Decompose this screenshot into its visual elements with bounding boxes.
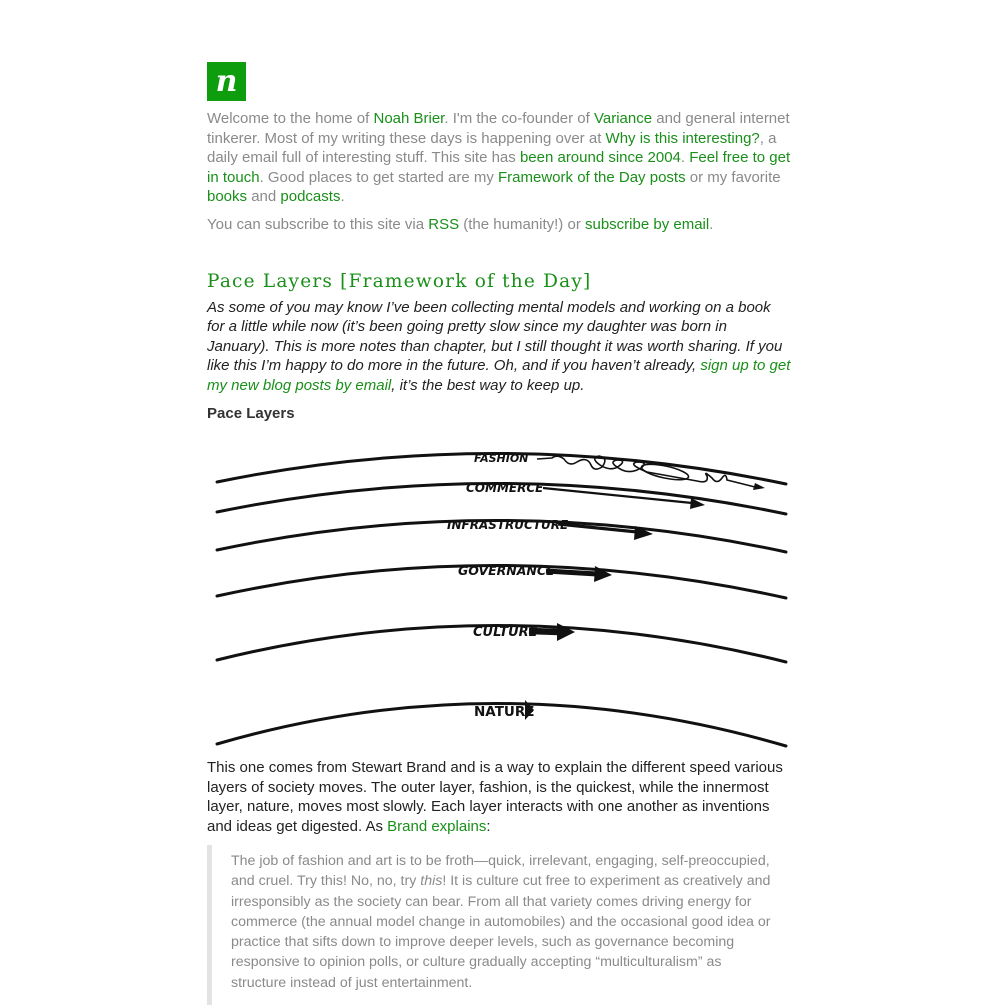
intro-text: . — [680, 149, 690, 167]
intro-text: or my favorite — [685, 168, 781, 186]
lede-text: , it’s the best way to keep up. — [391, 376, 585, 394]
fashion-label: FASHION — [474, 452, 529, 465]
intro-text: and general internet tinkerer. Most of my writing these days is happening over at — [207, 110, 790, 147]
since-2004-link[interactable]: been around since 2004 — [519, 149, 681, 167]
brand-quote — [207, 845, 772, 1005]
pace-layers-svg — [207, 432, 792, 750]
quote-text: The job of fashion and art is to be froth—quick, irrelevant, engaging, self-preoccupied, and cruel. Try this! No, no, try — [231, 853, 770, 890]
subscribe-email-link[interactable]: subscribe by email — [584, 215, 710, 233]
email-signup-link[interactable]: sign up to get my new blog posts by email — [207, 357, 791, 394]
post-lede — [207, 298, 792, 396]
nature-label: NATURE — [474, 704, 535, 720]
body-text: : — [486, 817, 491, 835]
intro-text: , a daily email full of interesting stuff. This site has — [207, 129, 777, 167]
body-paragraph — [207, 758, 797, 836]
intro-text: . — [340, 188, 345, 206]
governance-label: GOVERNANCE — [458, 563, 555, 578]
intro-text: and — [247, 188, 281, 206]
books-link[interactable]: books — [207, 188, 248, 206]
intro-paragraph — [207, 109, 792, 207]
noah-brier-link[interactable]: Noah Brier — [373, 110, 445, 127]
logo-letter: n — [215, 63, 238, 99]
quote-emphasis: this — [420, 873, 443, 890]
fashion-arrowhead — [753, 483, 765, 490]
intro-text: Welcome to the home of — [207, 110, 374, 127]
commerce-label: COMMERCE — [466, 481, 544, 495]
podcasts-link[interactable]: podcasts — [280, 188, 341, 206]
pace-layers-diagram — [207, 432, 792, 750]
subscribe-text: (the humanity!) or — [459, 215, 585, 233]
culture-label: CULTURE — [473, 625, 538, 640]
infrastructure-label: INFRASTRUCTURE — [447, 518, 569, 532]
intro-text: . Good places to get started are my — [259, 168, 499, 186]
framework-of-the-day-link[interactable]: Framework of the Day posts — [498, 168, 686, 186]
post-title-text[interactable]: Pace Layers [Framework of the Day] — [207, 270, 592, 292]
lede-text: As some of you may know I’ve been collecting mental models and working on a book for a little while now (it’s been going pretty slow since my daughter was born in January). This is more notes than chapter, but I still thought it was worth sharing. If you like this I’m happy to do more in the future. Oh, and if you haven’t already, — [207, 298, 783, 375]
quote-text: ! It is culture cut free to experiment as creatively and irresponsibly as the society can bear. From all that variety comes driving energy for commerce (the annual model change in automobiles) and the occasional good idea or practice that sifts down to improve deeper levels, such as governance becoming responsive to opinion polls, or culture gradually accepting “multiculturalism” as structure instead of just entertainment. — [231, 873, 771, 991]
brand-explains-link[interactable]: Brand explains — [387, 817, 487, 835]
site-logo[interactable] — [207, 62, 246, 101]
subscribe-text: . — [709, 215, 714, 233]
post-title[interactable] — [207, 270, 792, 294]
culture-arrowhead — [557, 623, 575, 641]
subscribe-text: You can subscribe to this site via — [207, 215, 429, 233]
body-text: This one comes from Stewart Brand and is a way to explain the different speed various layers of society moves. The outer layer, fashion, is the quickest, while the innermost layer, nature, moves most slowly. Each layer interacts with one another as inventions and ideas get digested. As — [207, 759, 783, 835]
page-content — [207, 62, 792, 424]
variance-link[interactable]: Variance — [593, 110, 653, 127]
section-heading: Pace Layers — [207, 404, 295, 422]
subscribe-paragraph — [207, 215, 792, 235]
get-in-touch-link[interactable]: Feel free to get in touch — [207, 149, 791, 186]
governance-arrowhead — [594, 566, 612, 582]
rss-link[interactable]: RSS — [428, 215, 460, 233]
intro-text: . I'm the co-founder of — [444, 110, 594, 127]
why-is-this-interesting-link[interactable]: Why is this interesting? — [605, 129, 760, 147]
